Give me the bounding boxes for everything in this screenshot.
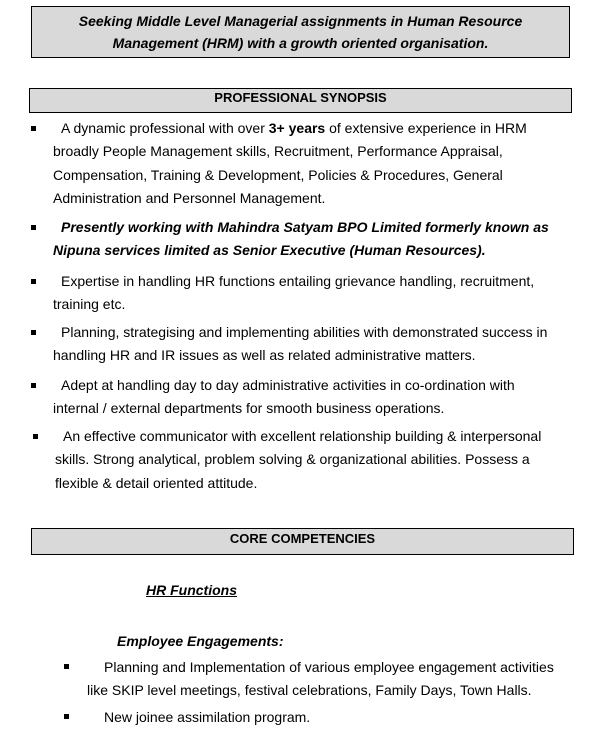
list-item <box>55 425 567 495</box>
text-line: training etc. <box>53 296 126 313</box>
list-item <box>53 117 565 210</box>
list-item-current-role <box>53 216 565 263</box>
text-segment: Presently working with Mahindra Satyam BPO Limited formerly known as <box>61 219 549 235</box>
bullet-icon <box>31 383 36 388</box>
text-segment: of extensive experience in HRM <box>325 120 527 136</box>
text-line: Nipuna services limited as Senior Executive (Human Resources). <box>53 242 486 259</box>
bullet-icon <box>31 126 36 131</box>
highlight-years: 3+ years <box>268 120 326 136</box>
section-heading-synopsis: PROFESSIONAL SYNOPSIS <box>29 88 572 113</box>
text-segment: An effective communicator with excellent relationship building & interpersonal <box>63 428 542 444</box>
bullet-icon <box>31 279 36 284</box>
objective-box <box>31 6 570 58</box>
objective-line-2: Management (HRM) with a growth oriented organisation. <box>112 35 489 51</box>
text-segment: Planning and Implementation of various employee engagement activities <box>104 659 554 675</box>
text-segment: Adept at handling day to day administrative activities in co-ordination with <box>61 377 515 393</box>
bullet-icon <box>64 664 69 669</box>
text-line: Compensation, Training & Development, Policies & Procedures, General <box>53 166 503 183</box>
text-line: flexible & detail oriented attitude. <box>55 474 258 491</box>
section-heading-core-competencies: CORE COMPETENCIES <box>31 528 574 555</box>
text-line: Administration and Personnel Management. <box>53 189 326 206</box>
bullet-icon <box>31 225 36 230</box>
list-item <box>53 270 565 317</box>
subheading-employee-engagements: Employee Engagements: <box>117 633 284 649</box>
text-segment: Expertise in handling HR functions entailing grievance handling, recruitment, <box>61 273 535 289</box>
text-line: handling HR and IR issues as well as related administrative matters. <box>53 347 476 364</box>
list-item <box>53 374 565 421</box>
text-segment: Planning, strategising and implementing abilities with demonstrated success in <box>61 324 548 340</box>
bullet-icon <box>33 434 38 439</box>
bullet-icon <box>64 714 69 719</box>
list-item <box>53 321 565 368</box>
objective-line-1: Seeking Middle Level Managerial assignments in Human Resource <box>78 13 523 29</box>
bullet-icon <box>31 330 36 335</box>
text-line: broadly People Management skills, Recruitment, Performance Appraisal, <box>53 143 503 160</box>
text-line: New joinee assimilation program. <box>104 709 311 725</box>
list-item <box>104 706 584 729</box>
text-line: like SKIP level meetings, festival celebrations, Family Days, Town Halls. <box>87 682 532 698</box>
text-segment: A dynamic professional with over <box>61 120 269 136</box>
subheading-hr-functions: HR Functions <box>146 582 237 598</box>
list-item <box>87 656 567 702</box>
text-line: skills. Strong analytical, problem solving & organizational abilities. Possess a <box>55 451 530 468</box>
text-line: internal / external departments for smooth business operations. <box>53 400 445 417</box>
